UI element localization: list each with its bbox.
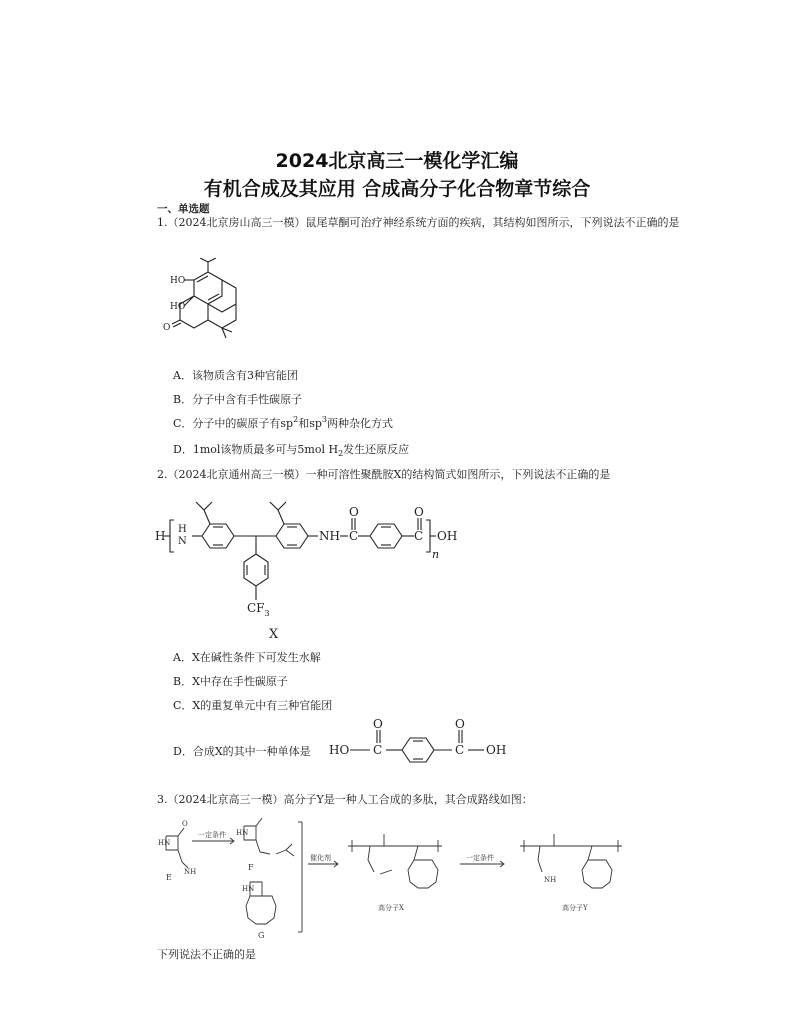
q1-option-a: A．该物质含有3种官能团 (173, 369, 298, 382)
hydroxyl-label-2: HO (170, 302, 186, 312)
page-title: 2024北京高三一模化学汇编 (275, 150, 519, 172)
scheme-e-hn-label: HN (158, 839, 171, 847)
acid-c-label-2: C (455, 743, 465, 757)
carbonyl-o-label: O (163, 323, 171, 333)
scheme-f-hn-label: HN (236, 829, 249, 837)
scheme-y-nh2-label: NH (544, 876, 557, 884)
compound-f-label: F (248, 863, 254, 872)
q1-option-d: D．1mol该物质最多可与5mol $H_2$发生还原反应 (173, 443, 410, 458)
repeat-index-label: n (432, 548, 440, 561)
acid-c-label-1: C (373, 743, 383, 757)
carbonyl-o-label-2: O (414, 505, 424, 519)
terephthalic-acid-structure (326, 716, 516, 776)
polypeptide-synthesis-scheme (152, 814, 652, 944)
q2-option-a: A．X在碱性条件下可发生水解 (173, 651, 321, 664)
acid-o-label-1: O (373, 717, 383, 731)
compound-e-label: E (166, 873, 172, 882)
scheme-e-o-label: O (182, 820, 188, 828)
question-1-stem: 1.（2024北京房山高三一模）鼠尾草酮可治疗神经系统方面的疾病，其结构如图所示，下列说法不正确的是 (157, 216, 680, 229)
hydroxyl-label: OH (437, 529, 458, 543)
acid-oh-label: OH (486, 743, 507, 757)
polymer-x-label: 高分子X (378, 904, 404, 912)
q2-option-c: C．X的重复单元中有三种官能团 (173, 699, 333, 712)
amine-h-label: H (178, 524, 187, 535)
q2-option-d: D．合成X的其中一种单体是 (173, 745, 311, 758)
hydroxyl-label-1: HO (170, 276, 186, 286)
terminal-h-label: H (155, 529, 166, 543)
amide-nh-label: NH (319, 529, 340, 543)
q2-option-b: B．X中存在手性碳原子 (173, 675, 288, 688)
polyamide-x-structure (152, 492, 472, 642)
scheme-g-hn-label: HN (242, 885, 255, 893)
carbonyl-o-label-1: O (349, 505, 359, 519)
scheme-e-nh2-label: NH (184, 868, 197, 876)
polymer-y-label: 高分子Y (562, 904, 588, 912)
question-2-stem: 2.（2024北京通州高三一模）一种可溶性聚酰胺X的结构简式如图所示，下列说法不正确的是 (157, 468, 611, 481)
compound-x-label: X (269, 627, 279, 642)
catalyst-label: 催化剂 (310, 854, 331, 862)
cf3-label: $CF_3$ (247, 601, 270, 618)
question-3-stem: 3.（2024北京高三一模）高分子Y是一种人工合成的多肽，其合成路线如图： (157, 793, 533, 806)
carbonyl-c-label-1: C (349, 529, 359, 543)
acid-o-label-2: O (455, 717, 465, 731)
page-subtitle: 有机合成及其应用 合成高分子化合物章节综合 (203, 178, 591, 200)
q1-option-c: C．分子中的碳原子有$sp^2$和$sp^3$两种杂化方式 (173, 415, 393, 430)
q1-option-b: B．分子中含有手性碳原子 (173, 393, 303, 406)
compound-g-label: G (258, 931, 265, 940)
condition-label-1: 一定条件 (198, 831, 226, 839)
amine-n-label: N (178, 536, 187, 547)
condition-label-2: 一定条件 (466, 854, 494, 862)
salvia-ketone-structure (160, 258, 270, 358)
acid-ho-label: HO (329, 743, 350, 757)
section-heading: 一、单选题 (157, 203, 210, 215)
question-3-prompt: 下列说法不正确的是 (157, 948, 256, 961)
carbonyl-c-label-2: C (414, 529, 424, 543)
